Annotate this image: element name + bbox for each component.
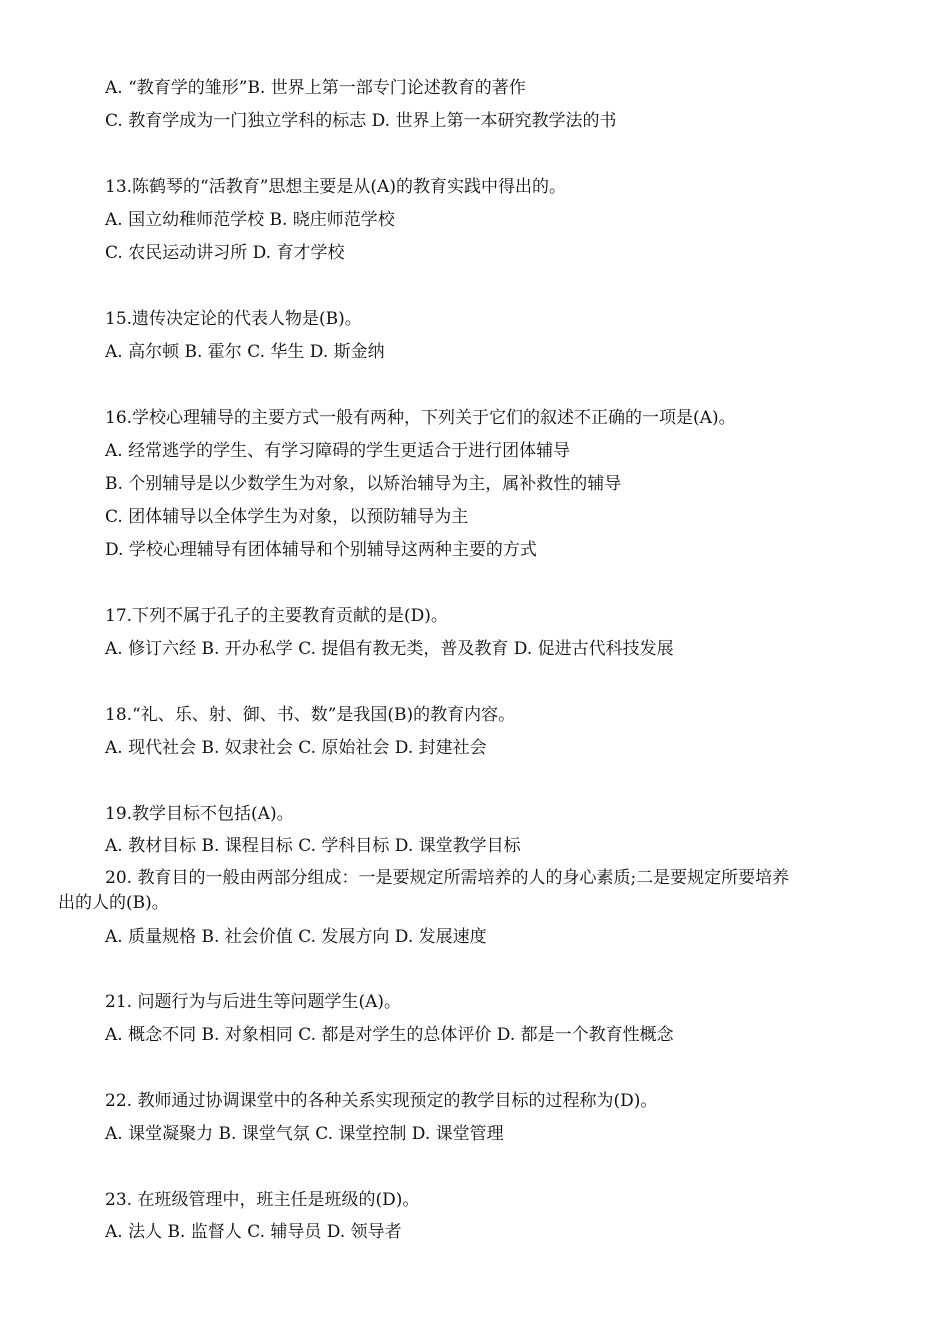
q16-option-a: A. 经常逃学的学生、有学习障碍的学生更适合于进行团体辅导 (105, 441, 571, 461)
q20-options: A. 质量规格 B. 社会价值 C. 发展方向 D. 发展速度 (105, 927, 487, 947)
q22-options: A. 课堂凝聚力 B. 课堂气氛 C. 课堂控制 D. 课堂管理 (105, 1124, 504, 1144)
q19-options: A. 教材目标 B. 课程目标 C. 学科目标 D. 课堂教学目标 (105, 836, 521, 856)
q16-option-c: C. 团体辅导以全体学生为对象，以预防辅导为主 (105, 507, 469, 527)
q23-stem: 23. 在班级管理中，班主任是班级的(D)。 (105, 1190, 420, 1210)
q21-stem: 21. 问题行为与后进生等问题学生(A)。 (105, 992, 401, 1012)
q16-stem: 16.学校心理辅导的主要方式一般有两种，下列关于它们的叙述不正确的一项是(A)。 (105, 408, 736, 428)
q13-stem: 13.陈鹤琴的“活教育”思想主要是从(A)的教育实践中得出的。 (105, 177, 566, 197)
q12-option-ab: A. “教育学的雏形”B. 世界上第一部专门论述教育的著作 (105, 78, 526, 98)
q23-options: A. 法人 B. 监督人 C. 辅导员 D. 领导者 (105, 1222, 402, 1242)
q16-option-d: D. 学校心理辅导有团体辅导和个别辅导这两种主要的方式 (105, 540, 537, 560)
q16-option-b: B. 个别辅导是以少数学生为对象，以矫治辅导为主，属补救性的辅导 (105, 474, 622, 494)
q18-stem: 18.“礼、乐、射、御、书、数”是我国(B)的教育内容。 (105, 705, 516, 725)
q20-stem-continued: 出的人的(B)。 (58, 893, 169, 913)
q15-stem: 15.遗传决定论的代表人物是(B)。 (105, 309, 362, 329)
q21-options: A. 概念不同 B. 对象相同 C. 都是对学生的总体评价 D. 都是一个教育性概念 (105, 1025, 674, 1045)
q17-stem: 17.下列不属于孔子的主要教育贡献的是(D)。 (105, 606, 448, 626)
q19-stem: 19.教学目标不包括(A)。 (105, 804, 294, 824)
q15-options: A. 高尔顿 B. 霍尔 C. 华生 D. 斯金纳 (105, 342, 385, 362)
q12-option-cd: C. 教育学成为一门独立学科的标志 D. 世界上第一本研究教学法的书 (105, 111, 617, 131)
q20-stem: 20. 教育目的一般由两部分组成：一是要规定所需培养的人的身心素质;二是要规定所要培养 (105, 868, 790, 888)
q18-options: A. 现代社会 B. 奴隶社会 C. 原始社会 D. 封建社会 (105, 738, 487, 758)
q13-option-cd: C. 农民运动讲习所 D. 育才学校 (105, 243, 345, 263)
q17-options: A. 修订六经 B. 开办私学 C. 提倡有教无类，普及教育 D. 促进古代科技发展 (105, 639, 674, 659)
q13-option-ab: A. 国立幼稚师范学校 B. 晓庄师范学校 (105, 210, 395, 230)
q22-stem: 22. 教师通过协调课堂中的各种关系实现预定的教学目标的过程称为(D)。 (105, 1091, 658, 1111)
